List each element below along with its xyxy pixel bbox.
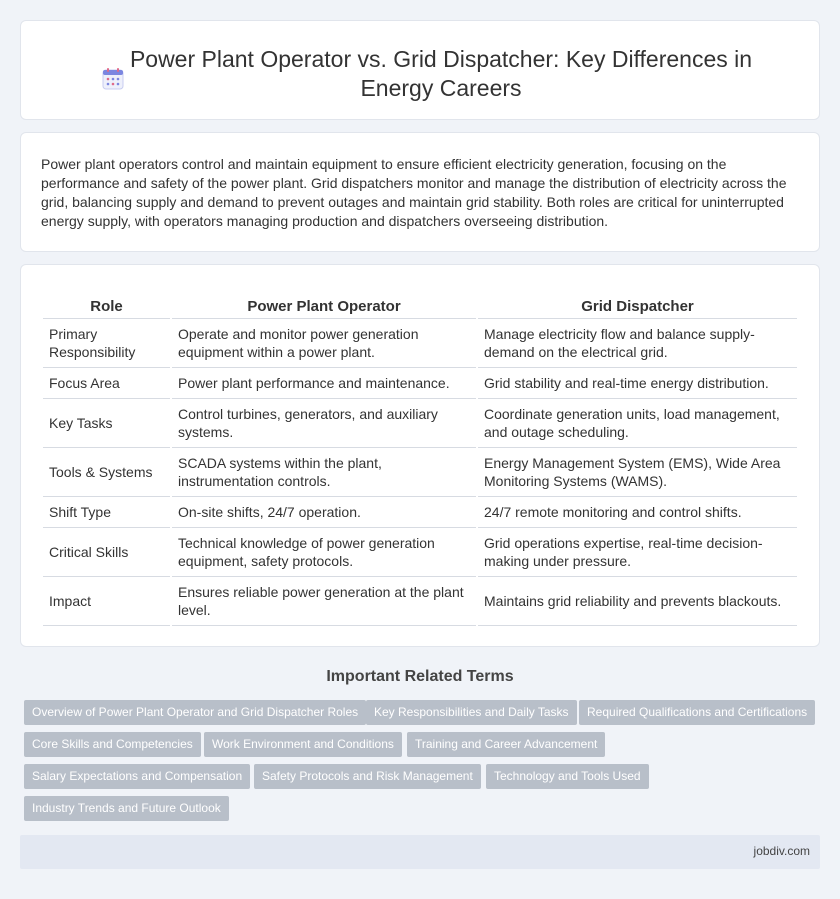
column-header-dispatcher: Grid Dispatcher: [478, 295, 797, 319]
related-term-tag[interactable]: Salary Expectations and Compensation: [24, 764, 250, 789]
table-row: [43, 399, 797, 448]
dispatcher-cell: Grid stability and real-time energy distribution.: [478, 368, 797, 399]
table-row: [43, 577, 797, 626]
intro-card: [20, 132, 820, 252]
column-header-role: Role: [43, 295, 170, 319]
operator-cell: Control turbines, generators, and auxiliary systems.: [172, 399, 476, 448]
dispatcher-cell: Maintains grid reliability and prevents blackouts.: [478, 577, 797, 626]
footer: [20, 835, 820, 869]
related-term-tag[interactable]: Technology and Tools Used: [486, 764, 649, 789]
operator-cell: SCADA systems within the plant, instrumentation controls.: [172, 448, 476, 497]
table-row: [43, 448, 797, 497]
dispatcher-cell: Grid operations expertise, real-time decision-making under pressure.: [478, 528, 797, 577]
row-label: Primary Responsibility: [43, 319, 170, 368]
row-label: Focus Area: [43, 368, 170, 399]
comparison-card: [20, 264, 820, 647]
title-card: [20, 20, 820, 120]
page-title: Power Plant Operator vs. Grid Dispatcher: Key Differences in Energy Careers: [129, 46, 753, 101]
row-label: Key Tasks: [43, 399, 170, 448]
related-term-tag[interactable]: Overview of Power Plant Operator and Grid Dispatcher Roles: [24, 700, 366, 725]
operator-cell: Technical knowledge of power generation equipment, safety protocols.: [172, 528, 476, 577]
row-label: Critical Skills: [43, 528, 170, 577]
related-term-tag[interactable]: Work Environment and Conditions: [204, 732, 402, 757]
dispatcher-cell: Energy Management System (EMS), Wide Area Monitoring Systems (WAMS).: [478, 448, 797, 497]
operator-cell: On-site shifts, 24/7 operation.: [172, 497, 476, 528]
column-header-operator: Power Plant Operator: [172, 295, 476, 319]
related-terms-heading: Important Related Terms: [326, 668, 514, 685]
table-row: [43, 368, 797, 399]
row-label: Impact: [43, 577, 170, 626]
related-term-tag[interactable]: Industry Trends and Future Outlook: [24, 796, 229, 821]
related-term-tag[interactable]: Key Responsibilities and Daily Tasks: [366, 700, 577, 725]
dispatcher-cell: Coordinate generation units, load management, and outage scheduling.: [478, 399, 797, 448]
related-term-tag[interactable]: Training and Career Advancement: [407, 732, 605, 757]
dispatcher-cell: 24/7 remote monitoring and control shifts.: [478, 497, 797, 528]
operator-cell: Power plant performance and maintenance.: [172, 368, 476, 399]
footer-site-link[interactable]: jobdiv.com: [753, 844, 810, 858]
dispatcher-cell: Manage electricity flow and balance supply-demand on the electrical grid.: [478, 319, 797, 368]
intro-paragraph: Power plant operators control and maintain equipment to ensure efficient electricity generation, focusing on the performance and safety of the power plant. Grid dispatchers monitor and manage the distribution of electricity across the grid, balancing supply and demand to prevent outages and maintain grid stability. Both roles are critical for uninterrupted energy supply, with operators managing production and dispatchers overseeing distribution.: [41, 156, 787, 229]
table-header-row: [43, 295, 797, 319]
related-term-tag[interactable]: Required Qualifications and Certifications: [579, 700, 815, 725]
operator-cell: Operate and monitor power generation equipment within a power plant.: [172, 319, 476, 368]
table-row: [43, 497, 797, 528]
table-row: [43, 528, 797, 577]
operator-cell: Ensures reliable power generation at the plant level.: [172, 577, 476, 626]
comparison-table: [41, 295, 799, 626]
row-label: Shift Type: [43, 497, 170, 528]
table-row: [43, 319, 797, 368]
row-label: Tools & Systems: [43, 448, 170, 497]
related-term-tag[interactable]: Core Skills and Competencies: [24, 732, 201, 757]
related-term-tag[interactable]: Safety Protocols and Risk Management: [254, 764, 481, 789]
